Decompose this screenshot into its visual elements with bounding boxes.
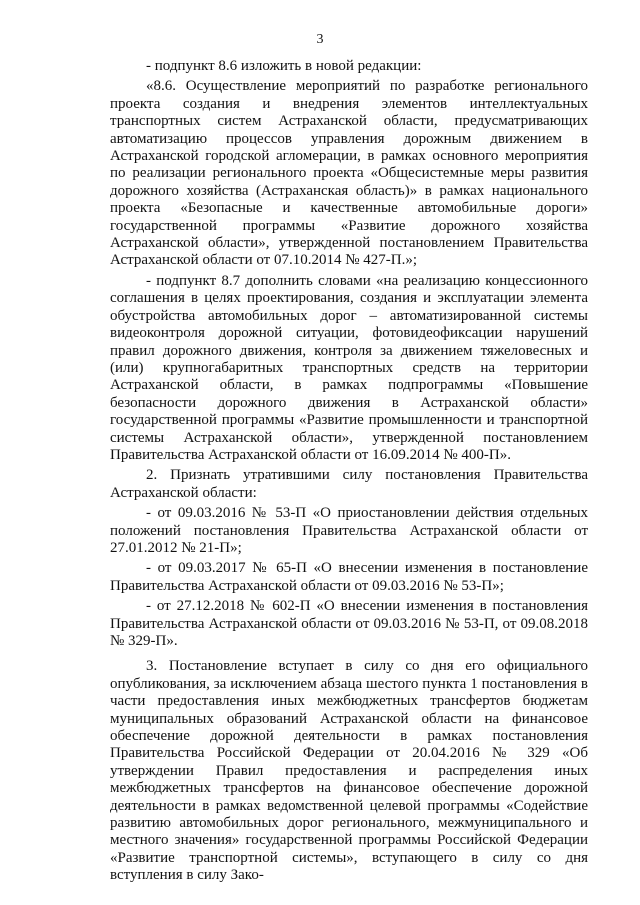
- paragraph-repeal-53p: - от 09.03.2016 № 53-П «О приостановлении действия отдельных положений постановления Правительства Астраханской области от 27.01.2012 № 21-П»;: [110, 505, 588, 556]
- paragraph-repeal-65p: - от 09.03.2017 № 65-П «О внесении изменения в постановление Правительства Астраханской области от 09.03.2016 № 53-П»;: [110, 560, 588, 594]
- page-number: 3: [316, 32, 324, 47]
- paragraph-subitem-8-7: - подпункт 8.7 дополнить словами «на реализацию концессионного соглашения в целях проектирования, создания и эксплуатации элемента обустройства автомобильных дорог – автоматизированной системы видеоконтроля дорожной ситуации, фотовидеофиксации нарушений правил дорожного движения, контроля за движением тяжеловесных и (или) крупногабаритных транспортных средств на территории Астраханской области, в рамках подпрограммы «Повышение безопасности дорожного движения в Астраханской области» государственной программы «Развитие промышленности и транспортной системы Астраханской области», утвержденной постановлением Правительства Астраханской области от 16.09.2014 № 400-П».: [110, 272, 588, 463]
- paragraph-item-3: 3. Постановление вступает в силу со дня его официального опубликования, за исключением абзаца шестого пункта 1 постановления в части предоставления иных межбюджетных трансфертов бюджетам муниципальных образований Астраханской области на финансовое обеспечение дорожной деятельности в рамках постановления Правительства Российской Федерации от 20.04.2016 № 329 «Об утверждении Правил предоставления и распределения иных межбюджетных трансфертов на финансовое обеспечение дорожной деятельности в рамках ведомственной целевой программы «Содействие развитию автомобильных дорог регионального, межмуниципального и местного значения» государственной программы Российской Федерации «Развитие транспортной системы», вступающего в силу со дня вступления в силу Зако-: [110, 658, 588, 884]
- paragraph-subitem-8-6-intro: - подпункт 8.6 изложить в новой редакции:: [146, 58, 422, 74]
- paragraph-subitem-8-6-text: «8.6. Осуществление мероприятий по разработке регионального проекта создания и внедрения элементов интеллектуальных транспортных систем Астраханской области, предусматривающих автоматизацию процессов управления дорожным движением в Астраханской городской агломерации, в рамках основного мероприятия по реализации регионального проекта «Общесистемные меры развития дорожного хозяйства (Астраханская область)» в рамках национального проекта «Безопасные и качественные автомобильные дороги» государственной программы «Развитие дорожного хозяйства Астраханской области», утвержденной постановлением Правительства Астраханской области от 07.10.2014 № 427-П.»;: [110, 78, 588, 269]
- document-body: [110, 58, 588, 885]
- paragraph-item-2: 2. Признать утратившими силу постановления Правительства Астраханской области:: [110, 467, 588, 501]
- paragraph-repeal-602p: - от 27.12.2018 № 602-П «О внесении изменения в постановления Правительства Астраханской области от 09.03.2016 № 53-П, от 09.08.2018 № 329-П».: [110, 598, 588, 649]
